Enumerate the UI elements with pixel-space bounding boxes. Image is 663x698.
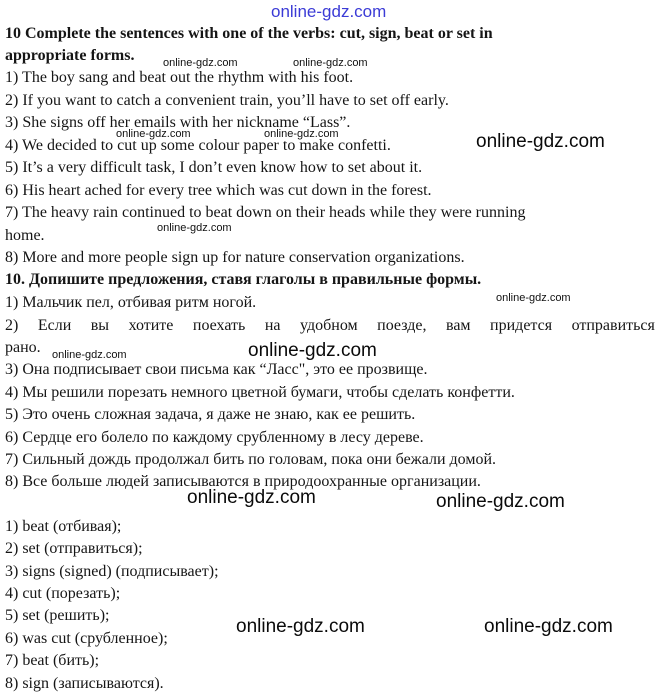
answer-1: 1) beat (отбивая);	[5, 518, 122, 535]
english-sentence-5: 5) It’s a very difficult task, I don’t even know how to set about it.	[5, 159, 423, 176]
watermark: online-gdz.com	[236, 616, 365, 637]
exercise-heading-line1: 10 Complete the sentences with one of the verbs: cut, sign, beat or set in	[5, 25, 493, 42]
answer-3: 3) signs (signed) (подписывает);	[5, 563, 219, 580]
answer-4: 4) cut (порезать);	[5, 585, 121, 602]
word: отправиться	[571, 317, 655, 334]
english-sentence-6: 6) His heart ached for every tree which was cut down in the forest.	[5, 182, 432, 199]
top-watermark: online-gdz.com	[271, 2, 387, 21]
russian-sentence-5: 5) Это очень сложная задача, я даже не знаю, как ее решить.	[5, 406, 416, 423]
watermark: online-gdz.com	[484, 616, 613, 637]
exercise-heading-line2: appropriate forms.	[5, 47, 135, 64]
english-sentence-2: 2) If you want to catch a convenient train, you’ll have to set off early.	[5, 92, 449, 109]
english-sentence-3: 3) She signs off her emails with her nickname “Lass”.	[5, 114, 351, 131]
watermark: online-gdz.com	[157, 222, 232, 234]
word: поехать	[192, 317, 246, 334]
watermark: online-gdz.com	[264, 128, 339, 140]
word: хотите	[128, 317, 174, 334]
russian-sentence-2a	[5, 315, 655, 337]
word: Если	[37, 317, 72, 334]
watermark: online-gdz.com	[476, 131, 605, 152]
answer-5: 5) set (решить);	[5, 607, 110, 624]
english-sentence-8: 8) More and more people sign up for nature conservation organizations.	[5, 249, 465, 266]
watermark: online-gdz.com	[163, 57, 238, 69]
watermark: online-gdz.com	[187, 487, 316, 508]
russian-heading: 10. Допишите предложения, ставя глаголы в правильные формы.	[5, 271, 482, 288]
russian-sentence-8: 8) Все больше людей записываются в природоохранные организации.	[5, 473, 481, 490]
russian-sentence-7: 7) Сильный дождь продолжал бить по головам, пока они бежали домой.	[5, 451, 497, 468]
word: на	[264, 317, 281, 334]
english-sentence-7b: home.	[5, 227, 45, 244]
russian-sentence-4: 4) Мы решили порезать немного цветной бумаги, чтобы сделать конфетти.	[5, 384, 515, 401]
word: вам	[445, 317, 471, 334]
watermark: online-gdz.com	[116, 128, 191, 140]
word: придется	[490, 317, 553, 334]
word: поезде,	[377, 317, 427, 334]
word: 2)	[5, 317, 19, 334]
english-sentence-7a: 7) The heavy rain continued to beat down on their heads while they were running	[5, 204, 526, 221]
watermark: online-gdz.com	[496, 292, 571, 304]
russian-sentence-1: 1) Мальчик пел, отбивая ритм ногой.	[5, 294, 257, 311]
answer-8: 8) sign (записываются).	[5, 675, 164, 692]
russian-sentence-6: 6) Сердце его болело по каждому срубленному в лесу дереве.	[5, 429, 424, 446]
russian-sentence-3: 3) Она подписывает свои письма как “Ласс", это ее прозвище.	[5, 361, 428, 378]
answer-7: 7) beat (бить);	[5, 652, 100, 669]
answer-2: 2) set (отправиться);	[5, 540, 143, 557]
watermark: online-gdz.com	[293, 57, 368, 69]
english-sentence-4: 4) We decided to cut up some colour paper to make confetti.	[5, 137, 391, 154]
word: удобном	[299, 317, 358, 334]
watermark: online-gdz.com	[436, 491, 565, 512]
answer-6: 6) was cut (срубленное);	[5, 630, 168, 647]
watermark: online-gdz.com	[248, 340, 377, 361]
watermark: online-gdz.com	[52, 349, 127, 361]
word: вы	[90, 317, 110, 334]
russian-sentence-2b: рано.	[5, 339, 41, 356]
english-sentence-1: 1) The boy sang and beat out the rhythm with his foot.	[5, 69, 354, 86]
